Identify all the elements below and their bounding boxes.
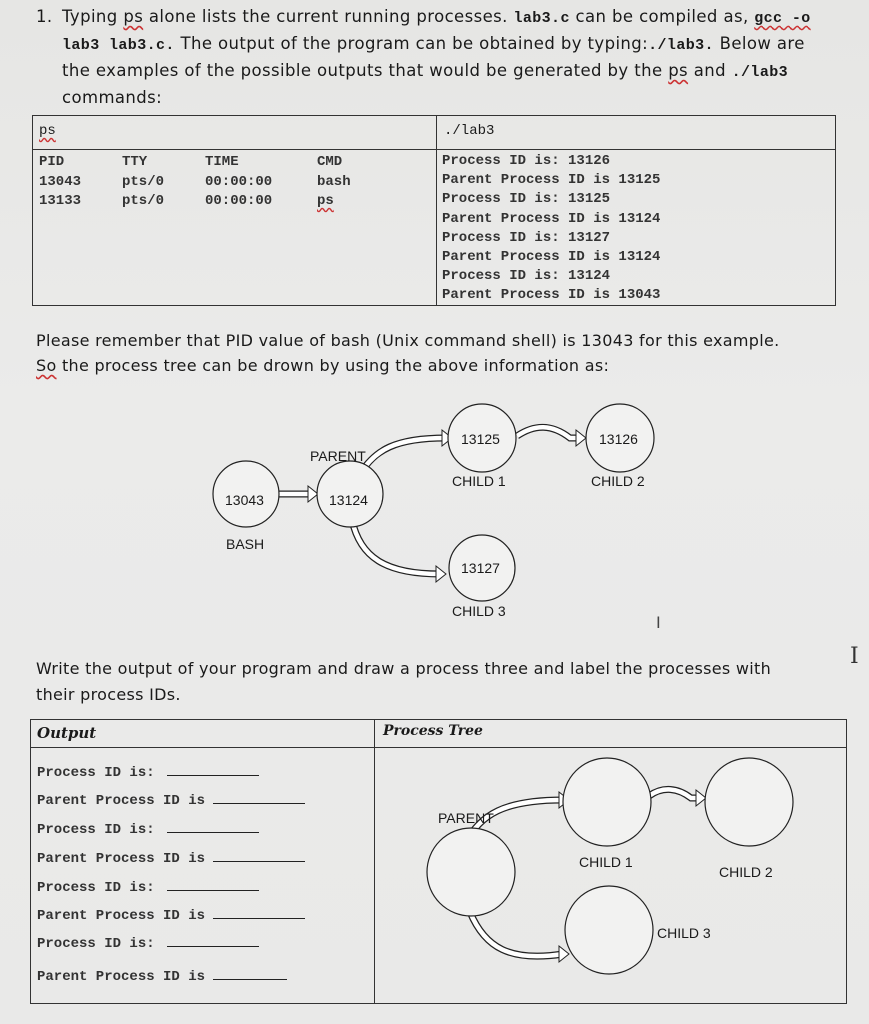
output-line: Parent Process ID is 13124 [442, 248, 661, 265]
ibeam-cursor: I [850, 644, 859, 669]
ps-word: ps [123, 7, 144, 26]
output-line: Process ID is: 13127 [442, 229, 611, 246]
answer-blank[interactable] [167, 818, 259, 833]
output-line: Process ID is: [37, 932, 259, 952]
answer-blank[interactable] [167, 932, 259, 947]
table-row: 13133 pts/0 00:00:00 ps [39, 193, 334, 209]
child1-node[interactable] [563, 758, 651, 846]
table-row: 13043 pts/0 00:00:00 bash [39, 173, 351, 190]
parent-node[interactable] [427, 828, 515, 916]
text-cursor: I [656, 613, 661, 632]
answer-blank[interactable] [213, 904, 305, 919]
ps-output [39, 153, 377, 212]
child2-label: CHILD 2 [719, 864, 773, 880]
run-command: ./lab3. [648, 37, 714, 54]
answer-blank[interactable] [213, 789, 305, 804]
output-line: Process ID is: [37, 761, 259, 781]
answer-blank[interactable] [167, 876, 259, 891]
child3-label: CHILD 3 [657, 925, 711, 941]
child3-label: CHILD 3 [452, 603, 506, 619]
remember-note: Please remember that PID value of bash (Unix command shell) is 13043 for this example. So the process tree can be drown by using the above information as: [36, 331, 780, 375]
parent-to-child3-arrow [352, 520, 446, 582]
child1-to-child2-arrow [517, 427, 586, 446]
compile-args: lab3 lab3.c. [62, 37, 175, 54]
example-process-tree [190, 392, 680, 632]
output-column-header: Output [37, 724, 97, 742]
child2-pid: 13126 [599, 431, 638, 447]
write-instruction: Write the output of your program and draw a process three and label the processes with their process IDs. [36, 659, 772, 704]
child2-label: CHILD 2 [591, 473, 645, 489]
ps-column-header: ps [39, 123, 56, 139]
column-divider [374, 720, 375, 1003]
example-output-table [32, 115, 836, 306]
output-line: Parent Process ID is [37, 904, 305, 924]
parent-to-child1-arrow [360, 430, 452, 474]
output-line: Parent Process ID is 13043 [442, 287, 661, 304]
answer-blank[interactable] [167, 761, 259, 776]
blank-process-tree [395, 748, 805, 978]
table-header-row [33, 116, 835, 150]
answer-blank[interactable] [213, 847, 305, 862]
lab3-column-header: ./lab3 [444, 123, 495, 139]
output-line: Process ID is: 13124 [442, 268, 611, 285]
child2-node[interactable] [705, 758, 793, 846]
child1-to-child2-arrow [649, 789, 706, 806]
parent-pid: 13124 [329, 492, 368, 508]
ps-header-row: PID TTY TIME CMD [39, 154, 343, 170]
tree-column-header: Process Tree [383, 723, 483, 739]
answer-blank[interactable] [213, 965, 287, 980]
parent-label: PARENT [310, 448, 366, 464]
bash-label: BASH [226, 536, 265, 552]
bash-pid: 13043 [225, 492, 264, 508]
child1-label: CHILD 1 [452, 473, 506, 489]
parent-label: PARENT [438, 810, 494, 826]
question-number: 1. [36, 7, 53, 26]
output-line: Parent Process ID is [37, 965, 287, 985]
parent-to-child3-arrow [470, 912, 569, 962]
output-line: Parent Process ID is [37, 847, 305, 867]
output-line: Process ID is: 13126 [442, 153, 611, 169]
output-line: Parent Process ID is 13125 [442, 172, 661, 189]
child1-label: CHILD 1 [579, 854, 633, 870]
output-line: Process ID is: 13125 [442, 191, 611, 208]
child3-pid: 13127 [461, 560, 500, 576]
output-line: Process ID is: [37, 876, 259, 896]
question-intro: 1. Typing ps alone lists the current running processes. lab3.c can be compiled as, gcc -o lab3 lab3.c. The output of the program can be obtained by typing:./lab3. Below are the examples of the possible outputs that would be generated by the ps and ./lab3 commands: [36, 4, 836, 110]
child1-pid: 13125 [461, 431, 500, 447]
child3-node[interactable] [565, 886, 653, 974]
lab3-output [442, 152, 660, 306]
column-divider [436, 116, 437, 305]
output-line: Parent Process ID is 13124 [442, 210, 661, 227]
source-file: lab3.c [513, 10, 570, 27]
gcc-command: gcc -o [754, 10, 811, 27]
bash-to-parent-arrow [278, 486, 318, 502]
output-line: Parent Process ID is [37, 789, 305, 809]
output-line: Process ID is: [37, 818, 259, 838]
